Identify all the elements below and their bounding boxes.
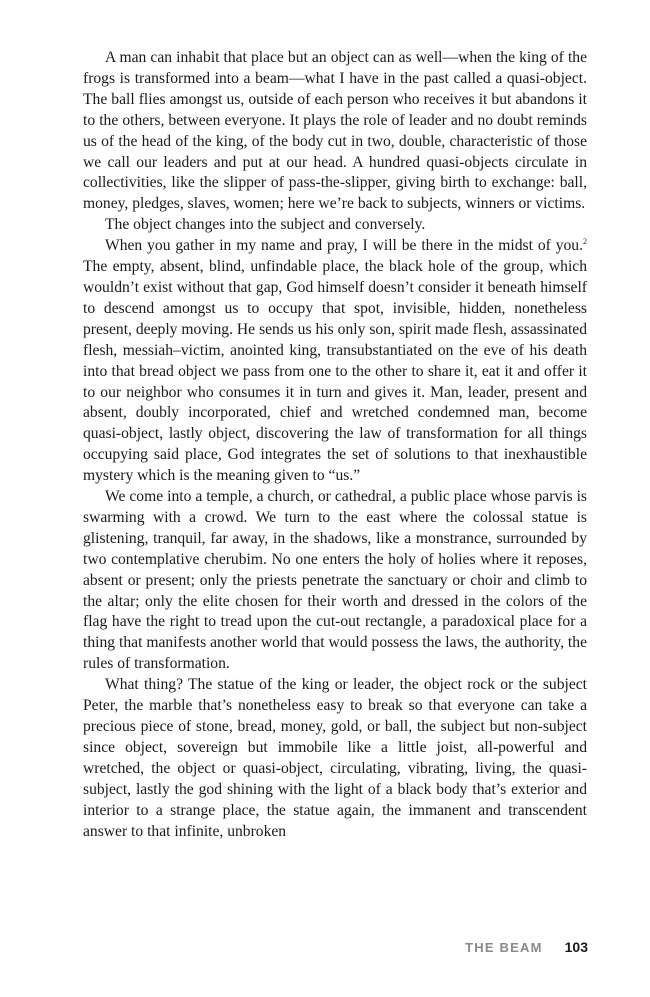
paragraph-3-continuation: The empty, absent, blind, unfindable place, the black hole of the group, which wouldn’t exist without that gap, God himself doesn’t consider it beneath himself to descend amongst us to occupy that spot, invisible, hidden, nonetheless present, deeply moving. He sends us his only son, spirit made flesh, assassinated flesh, messiah–victim, anointed king, transubstantiated on the eve of his death into that bread object we pass from one to the other to share it, eat it and offer it to our neighbor who consumes it in turn and gives it. Man, leader, present and absent, doubly incorporated, chief and wretched condemned man, become quasi-object, lastly object, discovering the law of transformation for all things occupying said place, God integrates the set of solutions to that inexhaustible mystery which is the meaning given to “us.” [83, 258, 587, 485]
paragraph-2: The object changes into the subject and conversely. [105, 216, 426, 234]
footnote-reference[interactable]: 2 [583, 237, 587, 247]
running-title: THE BEAM [465, 940, 543, 955]
body-text [83, 48, 587, 842]
paragraph-1: A man can inhabit that place but an object can as well—when the king of the frogs is transformed into a beam—what I have in the past called a quasi-object. The ball flies amongst us, outside of each person who receives it but abandons it to the others, between everyone. It plays the role of leader and no doubt reminds us of the head of the king, of the body cut in two, double, characteristic of those we call our leaders and put at our head. A hundred quasi-objects circulate in collectivities, like the slipper of pass-the-slipper, giving birth to exchange: ball, money, pledges, slaves, women; here we’re back to subjects, winners or victims. [83, 49, 587, 213]
paragraph-3-opening: When you gather in my name and pray, I will be there in the midst of you. [105, 237, 583, 255]
paragraph-5: What thing? The statue of the king or leader, the object rock or the subject Peter, the marble that’s nonetheless easy to break so that everyone can take a precious piece of stone, bread, money, gold, or ball, the subject but non-subject since object, sovereign but immobile like a little joist, all-powerful and wretched, the object or quasi-object, circulating, vibrating, living, the quasi-subject, lastly the god shining with the light of a black body that’s exterior and interior to a strange place, the statue again, the immanent and transcendent answer to that infinite, unbroken [83, 676, 587, 840]
page-number: 103 [564, 939, 588, 955]
paragraph-4: We come into a temple, a church, or cathedral, a public place whose parvis is swarming with a crowd. We turn to the east where the colossal statue is glistening, tranquil, far away, in the shadows, like a monstrance, surrounded by two contemplative cherubim. No one enters the holy of holies where it reposes, absent or present; only the priests penetrate the sanctuary or choir and climb to the altar; only the elite chosen for their worth and dressed in the colors of the flag have the right to tread upon the cut-out rectangle, a paradoxical place for a thing that manifests another world that would possess the laws, the authority, the rules of transformation. [83, 488, 587, 673]
paragraph-3 [83, 236, 587, 487]
running-footer [465, 939, 588, 955]
